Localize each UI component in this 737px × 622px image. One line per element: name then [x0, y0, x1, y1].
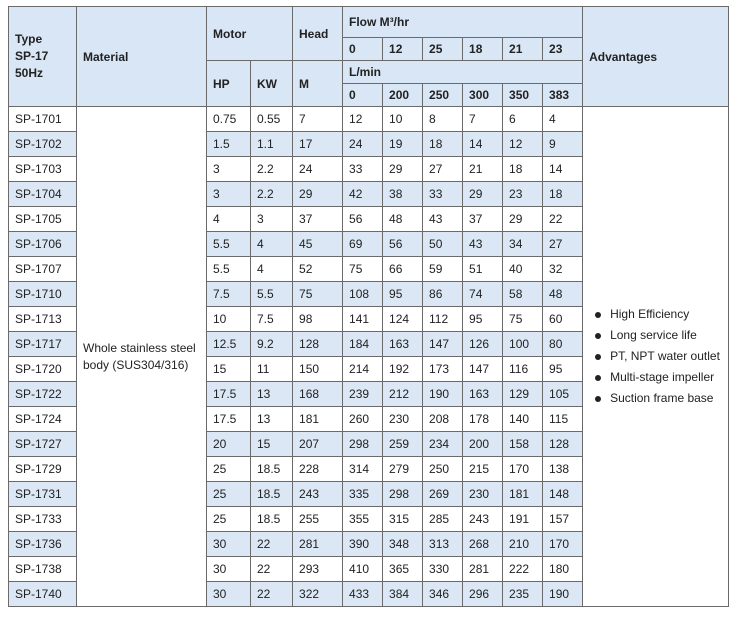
bullet-icon [595, 333, 601, 339]
value-cell: 348 [383, 532, 423, 557]
value-cell: 126 [463, 332, 503, 357]
model-cell: SP-1727 [9, 432, 77, 457]
type-header-line-3: 50Hz [15, 66, 44, 80]
value-cell: 128 [543, 432, 583, 457]
value-cell: 27 [543, 232, 583, 257]
model-cell: SP-1722 [9, 382, 77, 407]
type-header-line-2: SP-17 [15, 49, 49, 63]
value-cell: 10 [207, 307, 251, 332]
model-cell: SP-1701 [9, 107, 77, 132]
hp-header: HP [207, 61, 251, 107]
value-cell: 250 [423, 457, 463, 482]
bullet-icon [595, 375, 601, 381]
flow-lmin-cell: 383 [543, 84, 583, 107]
advantage-item [595, 325, 728, 346]
value-cell: 243 [293, 482, 343, 507]
value-cell: 281 [463, 557, 503, 582]
type-header [9, 7, 77, 107]
value-cell: 181 [293, 407, 343, 432]
value-cell: 29 [463, 182, 503, 207]
value-cell: 43 [463, 232, 503, 257]
value-cell: 42 [343, 182, 383, 207]
value-cell: 279 [383, 457, 423, 482]
model-cell: SP-1736 [9, 532, 77, 557]
value-cell: 19 [383, 132, 423, 157]
value-cell: 1.1 [251, 132, 293, 157]
flow-lmin-cell: 250 [423, 84, 463, 107]
value-cell: 235 [503, 582, 543, 607]
advantage-label: Suction frame base [610, 391, 714, 405]
value-cell: 222 [503, 557, 543, 582]
value-cell: 163 [463, 382, 503, 407]
value-cell: 58 [503, 282, 543, 307]
value-cell: 18 [423, 132, 463, 157]
value-cell: 180 [543, 557, 583, 582]
value-cell: 18 [503, 157, 543, 182]
value-cell: 141 [343, 307, 383, 332]
value-cell: 38 [383, 182, 423, 207]
value-cell: 2.2 [251, 157, 293, 182]
value-cell: 234 [423, 432, 463, 457]
value-cell: 8 [423, 107, 463, 132]
flow-header: Flow M³/hr [343, 7, 583, 38]
value-cell: 17 [293, 132, 343, 157]
value-cell: 2.2 [251, 182, 293, 207]
material-cell: Whole stainless steel body (SUS304/316) [77, 107, 207, 607]
value-cell: 255 [293, 507, 343, 532]
value-cell: 5.5 [207, 257, 251, 282]
value-cell: 37 [293, 207, 343, 232]
model-cell: SP-1704 [9, 182, 77, 207]
value-cell: 29 [383, 157, 423, 182]
value-cell: 12 [343, 107, 383, 132]
value-cell: 32 [543, 257, 583, 282]
value-cell: 208 [423, 407, 463, 432]
advantage-label: High Efficiency [610, 307, 690, 321]
value-cell: 37 [463, 207, 503, 232]
value-cell: 95 [543, 357, 583, 382]
value-cell: 129 [503, 382, 543, 407]
value-cell: 3 [207, 182, 251, 207]
value-cell: 56 [383, 232, 423, 257]
value-cell: 190 [543, 582, 583, 607]
flow-m3hr-cell: 12 [383, 38, 423, 61]
value-cell: 48 [383, 207, 423, 232]
value-cell: 30 [207, 532, 251, 557]
flow-lmin-cell: 300 [463, 84, 503, 107]
value-cell: 4 [543, 107, 583, 132]
value-cell: 6 [503, 107, 543, 132]
value-cell: 296 [463, 582, 503, 607]
value-cell: 269 [423, 482, 463, 507]
value-cell: 212 [383, 382, 423, 407]
model-cell: SP-1724 [9, 407, 77, 432]
value-cell: 12.5 [207, 332, 251, 357]
value-cell: 56 [343, 207, 383, 232]
bullet-icon [595, 396, 601, 402]
value-cell: 4 [251, 232, 293, 257]
value-cell: 330 [423, 557, 463, 582]
advantages-cell [583, 107, 729, 607]
value-cell: 260 [343, 407, 383, 432]
value-cell: 48 [543, 282, 583, 307]
model-cell: SP-1705 [9, 207, 77, 232]
flow-m3hr-cell: 25 [423, 38, 463, 61]
value-cell: 184 [343, 332, 383, 357]
advantages-list [589, 304, 728, 409]
value-cell: 3 [207, 157, 251, 182]
value-cell: 190 [423, 382, 463, 407]
value-cell: 315 [383, 507, 423, 532]
value-cell: 9 [543, 132, 583, 157]
model-cell: SP-1717 [9, 332, 77, 357]
motor-header: Motor [207, 7, 293, 61]
value-cell: 60 [543, 307, 583, 332]
value-cell: 346 [423, 582, 463, 607]
value-cell: 128 [293, 332, 343, 357]
value-cell: 43 [423, 207, 463, 232]
model-cell: SP-1729 [9, 457, 77, 482]
value-cell: 158 [503, 432, 543, 457]
value-cell: 124 [383, 307, 423, 332]
value-cell: 281 [293, 532, 343, 557]
value-cell: 150 [293, 357, 343, 382]
value-cell: 18 [543, 182, 583, 207]
value-cell: 15 [251, 432, 293, 457]
value-cell: 138 [543, 457, 583, 482]
value-cell: 29 [293, 182, 343, 207]
value-cell: 17.5 [207, 407, 251, 432]
value-cell: 4 [251, 257, 293, 282]
value-cell: 148 [543, 482, 583, 507]
value-cell: 355 [343, 507, 383, 532]
value-cell: 30 [207, 582, 251, 607]
value-cell: 215 [463, 457, 503, 482]
value-cell: 239 [343, 382, 383, 407]
m-header: M [293, 61, 343, 107]
value-cell: 11 [251, 357, 293, 382]
flow-lmin-cell: 0 [343, 84, 383, 107]
value-cell: 7 [463, 107, 503, 132]
value-cell: 45 [293, 232, 343, 257]
value-cell: 15 [207, 357, 251, 382]
value-cell: 178 [463, 407, 503, 432]
advantages-header: Advantages [583, 7, 729, 107]
value-cell: 298 [383, 482, 423, 507]
value-cell: 22 [251, 532, 293, 557]
value-cell: 24 [293, 157, 343, 182]
value-cell: 34 [503, 232, 543, 257]
value-cell: 230 [383, 407, 423, 432]
value-cell: 50 [423, 232, 463, 257]
flow-lmin-cell: 350 [503, 84, 543, 107]
type-header-line-1: Type [15, 32, 43, 46]
advantage-label: Multi-stage impeller [610, 370, 715, 384]
value-cell: 293 [293, 557, 343, 582]
value-cell: 191 [503, 507, 543, 532]
value-cell: 14 [543, 157, 583, 182]
value-cell: 5.5 [207, 232, 251, 257]
pump-spec-table [8, 6, 729, 607]
value-cell: 192 [383, 357, 423, 382]
advantage-label: Long service life [610, 328, 697, 342]
value-cell: 25 [207, 507, 251, 532]
value-cell: 384 [383, 582, 423, 607]
table-row [9, 107, 729, 132]
model-cell: SP-1731 [9, 482, 77, 507]
value-cell: 365 [383, 557, 423, 582]
value-cell: 228 [293, 457, 343, 482]
value-cell: 410 [343, 557, 383, 582]
value-cell: 22 [251, 582, 293, 607]
value-cell: 170 [543, 532, 583, 557]
value-cell: 12 [503, 132, 543, 157]
value-cell: 7 [293, 107, 343, 132]
value-cell: 181 [503, 482, 543, 507]
value-cell: 3 [251, 207, 293, 232]
value-cell: 25 [207, 457, 251, 482]
value-cell: 207 [293, 432, 343, 457]
value-cell: 33 [343, 157, 383, 182]
value-cell: 173 [423, 357, 463, 382]
model-cell: SP-1740 [9, 582, 77, 607]
value-cell: 13 [251, 407, 293, 432]
model-cell: SP-1713 [9, 307, 77, 332]
value-cell: 22 [543, 207, 583, 232]
value-cell: 112 [423, 307, 463, 332]
flow-m3hr-cell: 23 [543, 38, 583, 61]
model-cell: SP-1710 [9, 282, 77, 307]
value-cell: 95 [463, 307, 503, 332]
value-cell: 75 [293, 282, 343, 307]
value-cell: 0.75 [207, 107, 251, 132]
value-cell: 147 [423, 332, 463, 357]
value-cell: 298 [343, 432, 383, 457]
model-cell: SP-1707 [9, 257, 77, 282]
value-cell: 147 [463, 357, 503, 382]
value-cell: 108 [343, 282, 383, 307]
value-cell: 285 [423, 507, 463, 532]
flow-lmin-cell: 200 [383, 84, 423, 107]
value-cell: 18.5 [251, 507, 293, 532]
advantage-item [595, 346, 728, 367]
value-cell: 29 [503, 207, 543, 232]
value-cell: 214 [343, 357, 383, 382]
value-cell: 230 [463, 482, 503, 507]
value-cell: 9.2 [251, 332, 293, 357]
value-cell: 335 [343, 482, 383, 507]
value-cell: 18.5 [251, 482, 293, 507]
value-cell: 116 [503, 357, 543, 382]
value-cell: 52 [293, 257, 343, 282]
value-cell: 322 [293, 582, 343, 607]
value-cell: 10 [383, 107, 423, 132]
value-cell: 13 [251, 382, 293, 407]
value-cell: 210 [503, 532, 543, 557]
value-cell: 59 [423, 257, 463, 282]
value-cell: 20 [207, 432, 251, 457]
value-cell: 105 [543, 382, 583, 407]
value-cell: 314 [343, 457, 383, 482]
flow-m3hr-cell: 21 [503, 38, 543, 61]
value-cell: 80 [543, 332, 583, 357]
value-cell: 86 [423, 282, 463, 307]
model-cell: SP-1703 [9, 157, 77, 182]
value-cell: 390 [343, 532, 383, 557]
value-cell: 4 [207, 207, 251, 232]
value-cell: 170 [503, 457, 543, 482]
table-body [9, 107, 729, 607]
value-cell: 17.5 [207, 382, 251, 407]
value-cell: 18.5 [251, 457, 293, 482]
model-cell: SP-1738 [9, 557, 77, 582]
value-cell: 157 [543, 507, 583, 532]
value-cell: 0.55 [251, 107, 293, 132]
value-cell: 98 [293, 307, 343, 332]
advantage-label: PT, NPT water outlet [610, 349, 720, 363]
advantage-item [595, 304, 728, 325]
lmin-header: L/min [343, 61, 583, 84]
value-cell: 40 [503, 257, 543, 282]
value-cell: 7.5 [207, 282, 251, 307]
kw-header: KW [251, 61, 293, 107]
value-cell: 74 [463, 282, 503, 307]
value-cell: 27 [423, 157, 463, 182]
value-cell: 313 [423, 532, 463, 557]
advantage-item [595, 388, 728, 409]
value-cell: 268 [463, 532, 503, 557]
bullet-icon [595, 354, 601, 360]
value-cell: 243 [463, 507, 503, 532]
value-cell: 21 [463, 157, 503, 182]
value-cell: 22 [251, 557, 293, 582]
value-cell: 24 [343, 132, 383, 157]
value-cell: 30 [207, 557, 251, 582]
value-cell: 51 [463, 257, 503, 282]
value-cell: 100 [503, 332, 543, 357]
value-cell: 75 [503, 307, 543, 332]
model-cell: SP-1702 [9, 132, 77, 157]
bullet-icon [595, 312, 601, 318]
model-cell: SP-1706 [9, 232, 77, 257]
value-cell: 14 [463, 132, 503, 157]
model-cell: SP-1733 [9, 507, 77, 532]
value-cell: 1.5 [207, 132, 251, 157]
value-cell: 69 [343, 232, 383, 257]
head-header: Head [293, 7, 343, 61]
value-cell: 7.5 [251, 307, 293, 332]
model-cell: SP-1720 [9, 357, 77, 382]
value-cell: 33 [423, 182, 463, 207]
advantage-item [595, 367, 728, 388]
value-cell: 259 [383, 432, 423, 457]
value-cell: 115 [543, 407, 583, 432]
value-cell: 168 [293, 382, 343, 407]
value-cell: 25 [207, 482, 251, 507]
value-cell: 23 [503, 182, 543, 207]
value-cell: 163 [383, 332, 423, 357]
flow-m3hr-cell: 0 [343, 38, 383, 61]
value-cell: 140 [503, 407, 543, 432]
value-cell: 95 [383, 282, 423, 307]
value-cell: 433 [343, 582, 383, 607]
value-cell: 200 [463, 432, 503, 457]
value-cell: 66 [383, 257, 423, 282]
material-header: Material [77, 7, 207, 107]
value-cell: 5.5 [251, 282, 293, 307]
flow-m3hr-cell: 18 [463, 38, 503, 61]
value-cell: 75 [343, 257, 383, 282]
